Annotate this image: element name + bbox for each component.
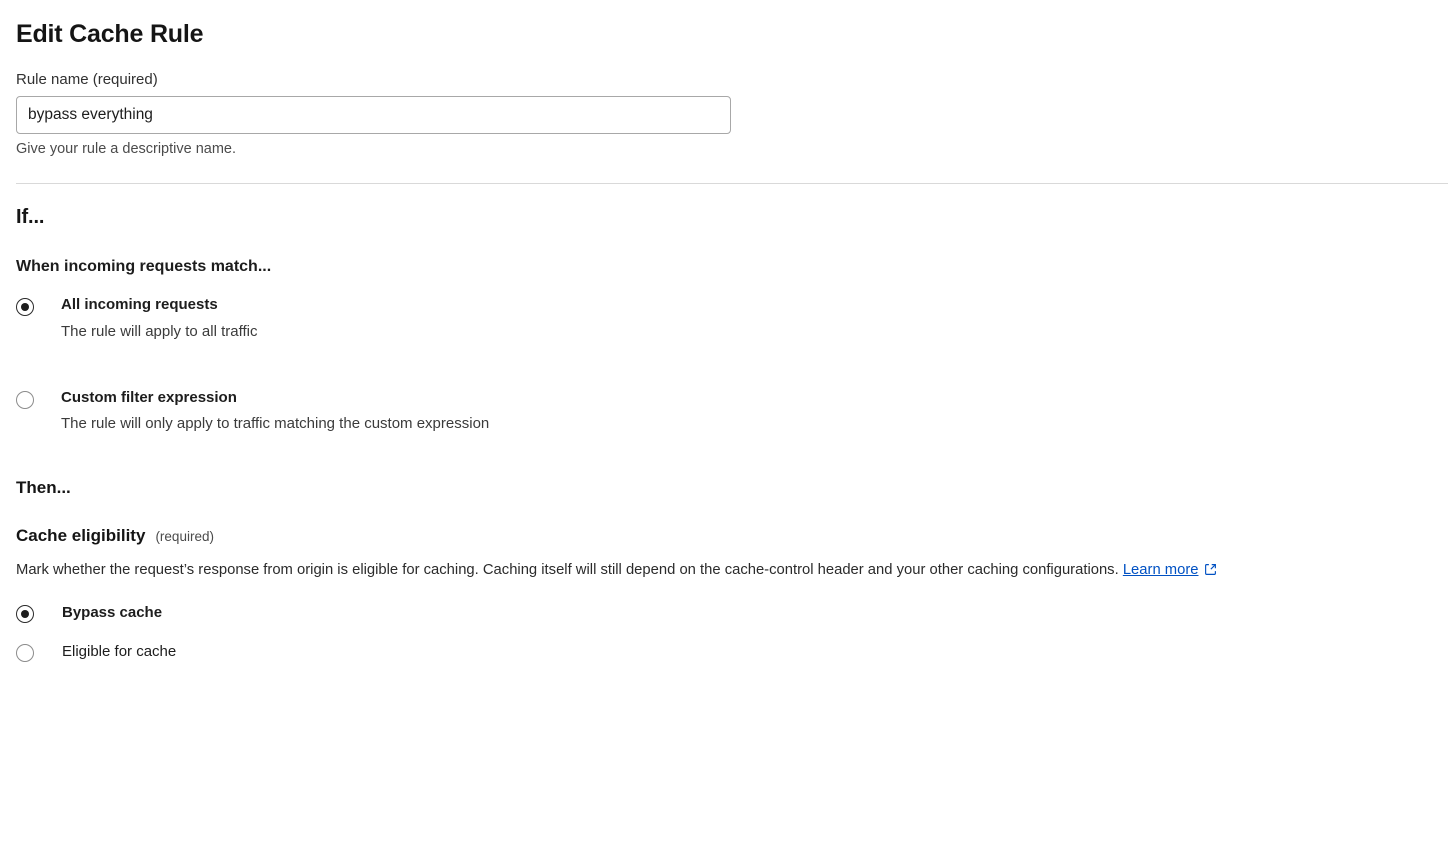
radio-eligible-for-cache-indicator[interactable]: [16, 644, 34, 662]
radio-custom-filter-expression-label: Custom filter expression: [61, 388, 237, 406]
radio-bypass-cache-label: Bypass cache: [62, 604, 163, 622]
radio-bypass-cache-indicator[interactable]: [16, 605, 34, 623]
radio-custom-filter-expression-description: The rule will only apply to traffic matching the custom expression: [61, 415, 490, 432]
rule-name-help: Give your rule a descriptive name.: [16, 141, 237, 157]
rule-name-label: Rule name (required): [16, 71, 158, 88]
cache-eligibility-description-block: [16, 560, 1438, 584]
incoming-request-match-radio-group: [16, 297, 1438, 432]
radio-option-eligible-for-cache[interactable]: [16, 643, 1438, 662]
section-divider: [16, 183, 1448, 184]
cache-eligibility-heading: [16, 526, 1438, 546]
radio-custom-filter-expression-indicator[interactable]: [16, 391, 34, 409]
radio-all-incoming-requests-description: The rule will apply to all traffic: [61, 322, 258, 340]
match-subheading: When incoming requests match...: [16, 258, 272, 275]
page-title: Edit Cache Rule: [16, 20, 204, 48]
cache-eligibility-radio-group: [16, 604, 1438, 662]
learn-more-link[interactable]: Learn more: [1122, 562, 1199, 578]
radio-eligible-for-cache-label: Eligible for cache: [62, 643, 177, 661]
radio-option-custom-filter-expression[interactable]: [16, 390, 1438, 433]
cache-eligibility-title: Cache eligibility: [16, 526, 146, 545]
cache-eligibility-required-note: (required): [155, 529, 214, 544]
radio-option-all-incoming-requests[interactable]: [16, 297, 1438, 340]
if-section-heading: If...: [16, 206, 45, 228]
then-section-heading: Then...: [16, 478, 71, 497]
radio-all-incoming-requests-indicator[interactable]: [16, 298, 34, 316]
rule-name-input[interactable]: [16, 96, 731, 134]
radio-all-incoming-requests-label: All incoming requests: [61, 296, 218, 313]
cache-eligibility-description: Mark whether the request’s response from origin is eligible for caching. Caching itself will still depend on the cache-control header and your other caching configurations.: [16, 562, 1119, 578]
external-link-icon[interactable]: [1204, 562, 1217, 584]
radio-option-bypass-cache[interactable]: [16, 604, 1438, 623]
